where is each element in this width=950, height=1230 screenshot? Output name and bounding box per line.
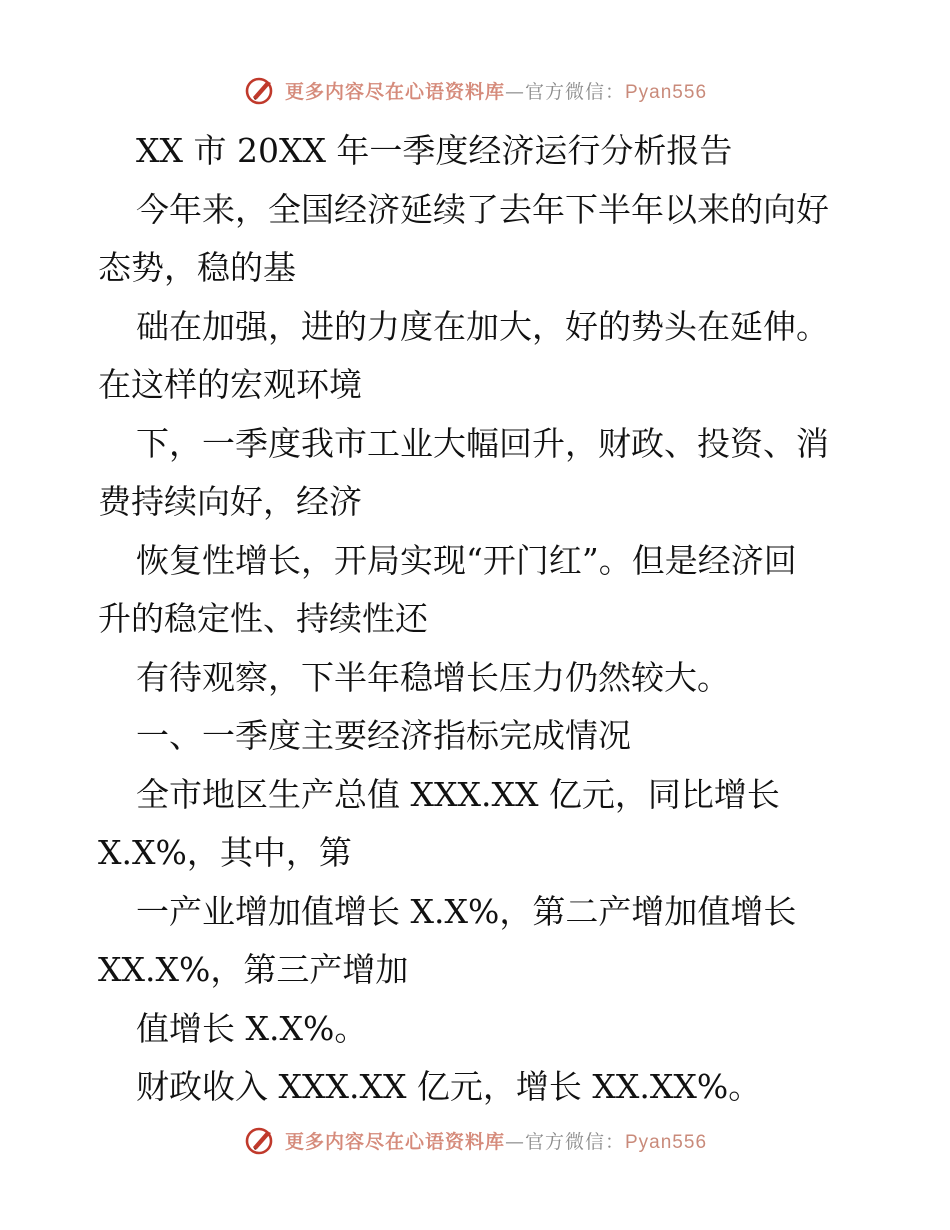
watermark-id: Pyan556 <box>625 81 708 103</box>
paragraph-line: 财政收入 XXX.XX 亿元，增长 XX.XX%。 <box>136 1067 762 1106</box>
watermark-label: 官方微信： <box>524 80 625 103</box>
paragraph-line: 全市地区生产总值 XXX.XX 亿元，同比增长 <box>136 774 780 814</box>
paragraph-line: 在这样的宏观环境 <box>98 365 362 404</box>
watermark-text <box>285 77 707 104</box>
paragraph-line: 费持续向好，经济 <box>98 482 362 521</box>
paragraph-line: 恢复性增长，开局实现“开门红”。但是经济回 <box>136 540 797 580</box>
pen-logo-icon <box>243 1123 277 1157</box>
paragraph-line: 有待观察，下半年稳增长压力仍然较大。 <box>136 657 730 697</box>
watermark-dash: — <box>504 1130 525 1153</box>
section-heading: 一、一季度主要经济指标完成情况 <box>136 716 631 755</box>
watermark-brand: 更多内容尽在心语资料库 <box>284 1130 505 1153</box>
watermark-dash: — <box>504 80 525 103</box>
paragraph-line: 态势，稳的基 <box>98 248 296 287</box>
paragraph-line: X.X%，其中，第 <box>98 833 352 872</box>
watermark-brand: 更多内容尽在心语资料库 <box>284 80 505 103</box>
watermark-header <box>0 70 950 110</box>
pen-logo-icon <box>243 73 277 107</box>
watermark-footer <box>0 1120 950 1160</box>
document-title: XX 市 20XX 年一季度经济运行分析报告 <box>136 131 733 170</box>
paragraph-line: XX.X%，第三产增加 <box>98 950 409 989</box>
watermark-label: 官方微信： <box>524 1130 625 1153</box>
paragraph-line: 值增长 X.X%。 <box>136 1008 368 1048</box>
paragraph-line: 今年来，全国经济延续了去年下半年以来的向好 <box>136 189 829 229</box>
watermark-text <box>285 1127 707 1154</box>
paragraph-line: 下，一季度我市工业大幅回升，财政、投资、消 <box>136 423 829 463</box>
paragraph-line: 一产业增加值增长 X.X%，第二产增加值增长 <box>136 891 797 931</box>
paragraph-line: 础在加强，进的力度在加大，好的势头在延伸。 <box>136 306 829 346</box>
watermark-id: Pyan556 <box>625 1131 708 1153</box>
paragraph-line: 升的稳定性、持续性还 <box>98 599 428 638</box>
document-body <box>98 122 858 1117</box>
